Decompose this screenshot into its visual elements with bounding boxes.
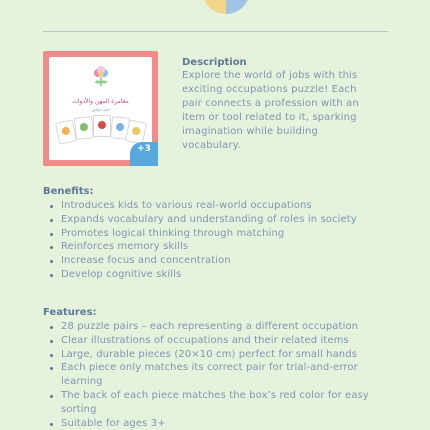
puzzle-piece [125,119,147,144]
product-title: مغامرة المهن والأدوات [72,98,129,105]
list-item: Each piece only matches its correct pair for trial-and-error learning [47,361,377,389]
flower-logo-icon [92,66,110,88]
divider [43,31,388,32]
list-item: The back of each piece matches the box’s red color for easy sorting [47,389,377,417]
list-item: Reinforces memory skills [47,240,377,254]
list-item: 28 puzzle pairs – each representing a different occupation [47,320,377,334]
brand-logo [202,0,250,14]
list-item: Develop cognitive skills [47,268,377,282]
more-images-count: +3 [137,144,151,154]
list-item: Suitable for ages 3+ [47,417,377,430]
list-item: Clear illustrations of occupations and their related items [47,334,377,348]
list-item: Expands vocabulary and understanding of roles in society [47,213,377,227]
list-item: Increase focus and concentration [47,254,377,268]
product-subtitle: لعبة تطابق [91,107,110,112]
product-image[interactable] [43,51,158,166]
features-list [47,320,377,430]
more-images-badge[interactable] [130,142,158,166]
benefits-list [47,199,377,282]
description-heading: Description [182,57,247,68]
puzzle-piece [93,115,111,137]
list-item: Introduces kids to various real-world occupations [47,199,377,213]
puzzle-piece [74,116,94,139]
features-heading: Features: [43,307,97,318]
list-item: Promotes logical thinking through matching [47,227,377,241]
benefits-heading: Benefits: [43,186,94,197]
description-body: Explore the world of jobs with this exciting occupations puzzle! Each pair connects a profession with an item or tool related to it, sparking imagination while building vocabulary. [182,70,359,151]
list-item: Large, durable pieces (20×10 cm) perfect for small hands [47,348,377,362]
